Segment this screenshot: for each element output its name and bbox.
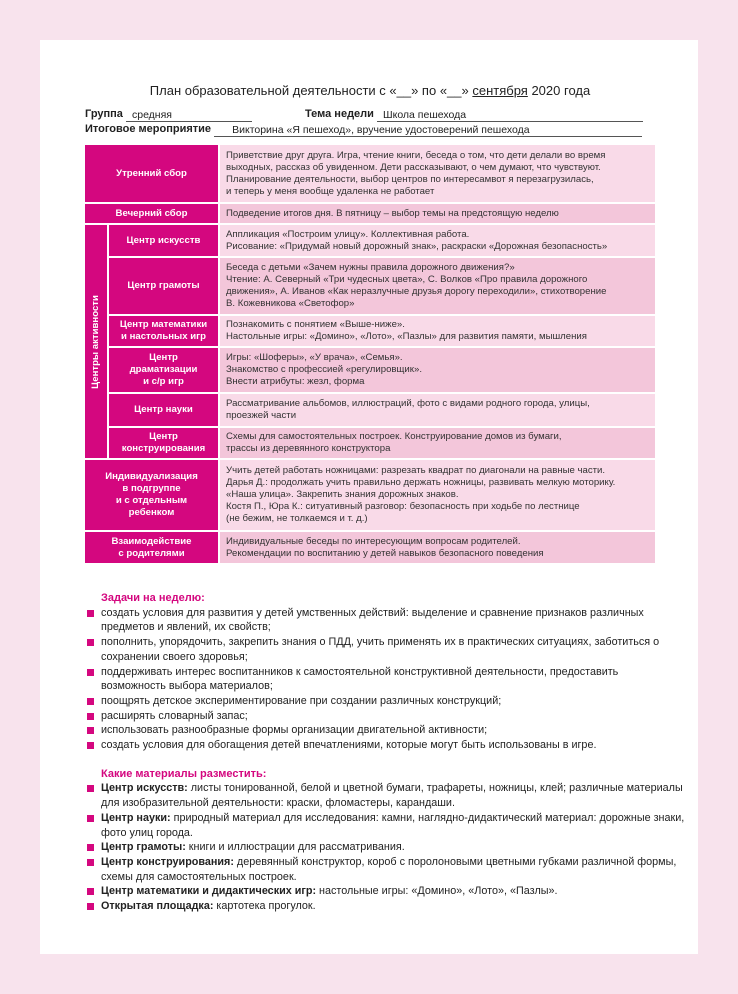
row-content: Беседа с детьми «Зачем нужны правила дорожного движения?» Чтение: А. Северный «Три чудесных цвета», С. Волков «Про правила дорожного движения», А. Иванов «Как неразлучные друзья дорогу переходили», стихотворение В. Кожевникова «Светофор» [220,258,655,314]
table-row [85,145,655,202]
table-row [85,460,655,530]
event-value: Викторина «Я пешеход», вручение удостоверений пешехода [214,124,642,137]
group-label: Группа [85,108,123,120]
meta-row-2 [85,122,655,137]
plan-table [85,143,655,565]
row-label: Центр искусств [109,225,220,256]
item-name: Центр искусств: [101,782,188,795]
meta-row-1 [85,107,655,122]
list-item [85,840,685,855]
row-label: Индивидуализация в подгруппе и с отдельным ребенком [85,460,220,530]
row-content: Учить детей работать ножницами: разрезать квадрат по диагонали на равные части. Дарья Д.: продолжать учить правильно держать ножницы, развивать мелкую моторику. «Наша улица». Закрепить знания дорожных знаков. Костя П., Юра К.: ситуативный разговор: безопасность при ходьбе по лестнице (не бежим, не толкаемся и т. д.) [220,460,655,530]
table-row [85,348,655,392]
item-name: Открытая площадка: [101,900,214,913]
title-suffix: 2020 года [527,83,591,98]
list-item [85,811,685,840]
row-content: Рассматривание альбомов, иллюстраций, фото с видами родного города, улицы, проезжей части [220,394,655,426]
list-item: поддерживать интерес воспитанников к самостоятельной конструктивной деятельности, предоставить возможность выбора материалов; [85,665,685,694]
tasks-list [85,606,685,753]
table-row [85,394,655,426]
table-row [85,258,655,314]
materials-heading: Какие материалы разместить: [101,767,267,780]
row-content: Подведение итогов дня. В пятницу – выбор темы на предстоящую неделю [220,204,655,223]
table-row [85,316,655,346]
centers-vertical-label [85,225,109,458]
row-content: Аппликация «Построим улицу». Коллективная работа. Рисование: «Придумай новый дорожный знак», раскраски «Дорожная безопасность» [220,225,655,256]
list-item: создать условия для развития у детей умственных действий: выделение и сравнение признаков различных предметов и явлений, их свойств; [85,606,685,635]
list-item: создать условия для обогащения детей впечатлениями, которые могут быть использованы в игре. [85,738,685,753]
item-text: настольные игры: «Домино», «Лото», «Пазлы». [316,885,558,898]
page-title [85,83,655,99]
item-name: Центр математики и дидактических игр: [101,885,317,898]
item-text: книги и иллюстрации для рассматривания. [185,841,405,854]
row-content: Индивидуальные беседы по интересующим вопросам родителей. Рекомендации по воспитанию у детей навыков безопасного поведения [220,532,655,563]
materials-section [85,767,685,914]
document-page [40,40,698,954]
theme-field [305,107,643,122]
row-label: Взаимодействие с родителями [85,532,220,563]
table-row [85,532,655,563]
materials-list [85,781,685,913]
row-content: Игры: «Шоферы», «У врача», «Семья». Знакомство с профессией «регулировщик». Внести атрибуты: жезл, форма [220,348,655,392]
event-label: Итоговое мероприятие [85,123,212,135]
list-item: использовать разнообразные формы организации двигательной активности; [85,723,685,738]
row-label: Утренний сбор [85,145,220,202]
list-item [85,855,685,884]
row-label: Центр драматизации и с/р игр [109,348,220,392]
list-item [85,884,685,899]
row-content: Схемы для самостоятельных построек. Конструирование домов из бумаги, трассы из деревянного конструктора [220,428,655,458]
item-text: деревянный конструктор, короб с поролоновыми цветными губками различной формы, схемы для самостоятельных построек. [101,855,677,883]
list-item [85,899,685,914]
table-row [85,428,655,458]
theme-value: Школа пешехода [377,109,643,122]
row-label: Центр математики и настольных игр [109,316,220,346]
item-name: Центр конструирования: [101,855,234,868]
tasks-section [85,591,685,753]
row-content: Приветствие друг друга. Игра, чтение книги, беседа о том, что дети делали во время выходных, рассказ об увиденном. Дети рассказывают, о чем думают, что чувствуют. Планирование деятельности, выбор центров по интересамвот я перезагрузилась, и теперь у меня вообще удаленка не работает [220,145,655,202]
row-content: Познакомить с понятием «Выше-ниже». Настольные игры: «Домино», «Лото», «Пазлы» для развития памяти, мышления [220,316,655,346]
theme-label: Тема недели [305,108,374,120]
item-name: Центр грамоты: [101,841,186,854]
row-label: Центр науки [109,394,220,426]
tasks-heading: Задачи на неделю: [101,592,205,604]
row-label: Центр грамоты [109,258,220,314]
group-field [85,107,305,122]
item-name: Центр науки: [101,811,171,824]
list-item: поощрять детское экспериментирование при создании различных конструкций; [85,694,685,709]
list-item [85,781,685,810]
list-item: пополнить, упорядочить, закрепить знания о ПДД, учить применять их в практических ситуациях, заботиться о сохранении своего здоровья; [85,635,685,664]
table-row [85,204,655,223]
row-label: Вечерний сбор [85,204,220,223]
list-item: расширять словарный запас; [85,709,685,724]
centers-label-text: Центры активности [90,294,101,389]
group-value: средняя [126,109,252,122]
title-prefix: План образовательной деятельности с «__» по «__» [149,83,473,98]
item-text: природный материал для исследования: камни, наглядно-дидактический материал: дорожные знаки, фото улиц города. [101,811,685,839]
item-text: листы тонированной, белой и цветной бумаги, трафареты, ножницы, клей; различные материалы для изобразительной деятельности: краски, фломастеры, карандаши. [101,782,683,810]
item-text: картотека прогулок. [213,900,316,913]
event-field [85,122,642,137]
row-label: Центр конструирования [109,428,220,458]
table-row [85,225,655,256]
title-month: сентября [472,83,528,98]
